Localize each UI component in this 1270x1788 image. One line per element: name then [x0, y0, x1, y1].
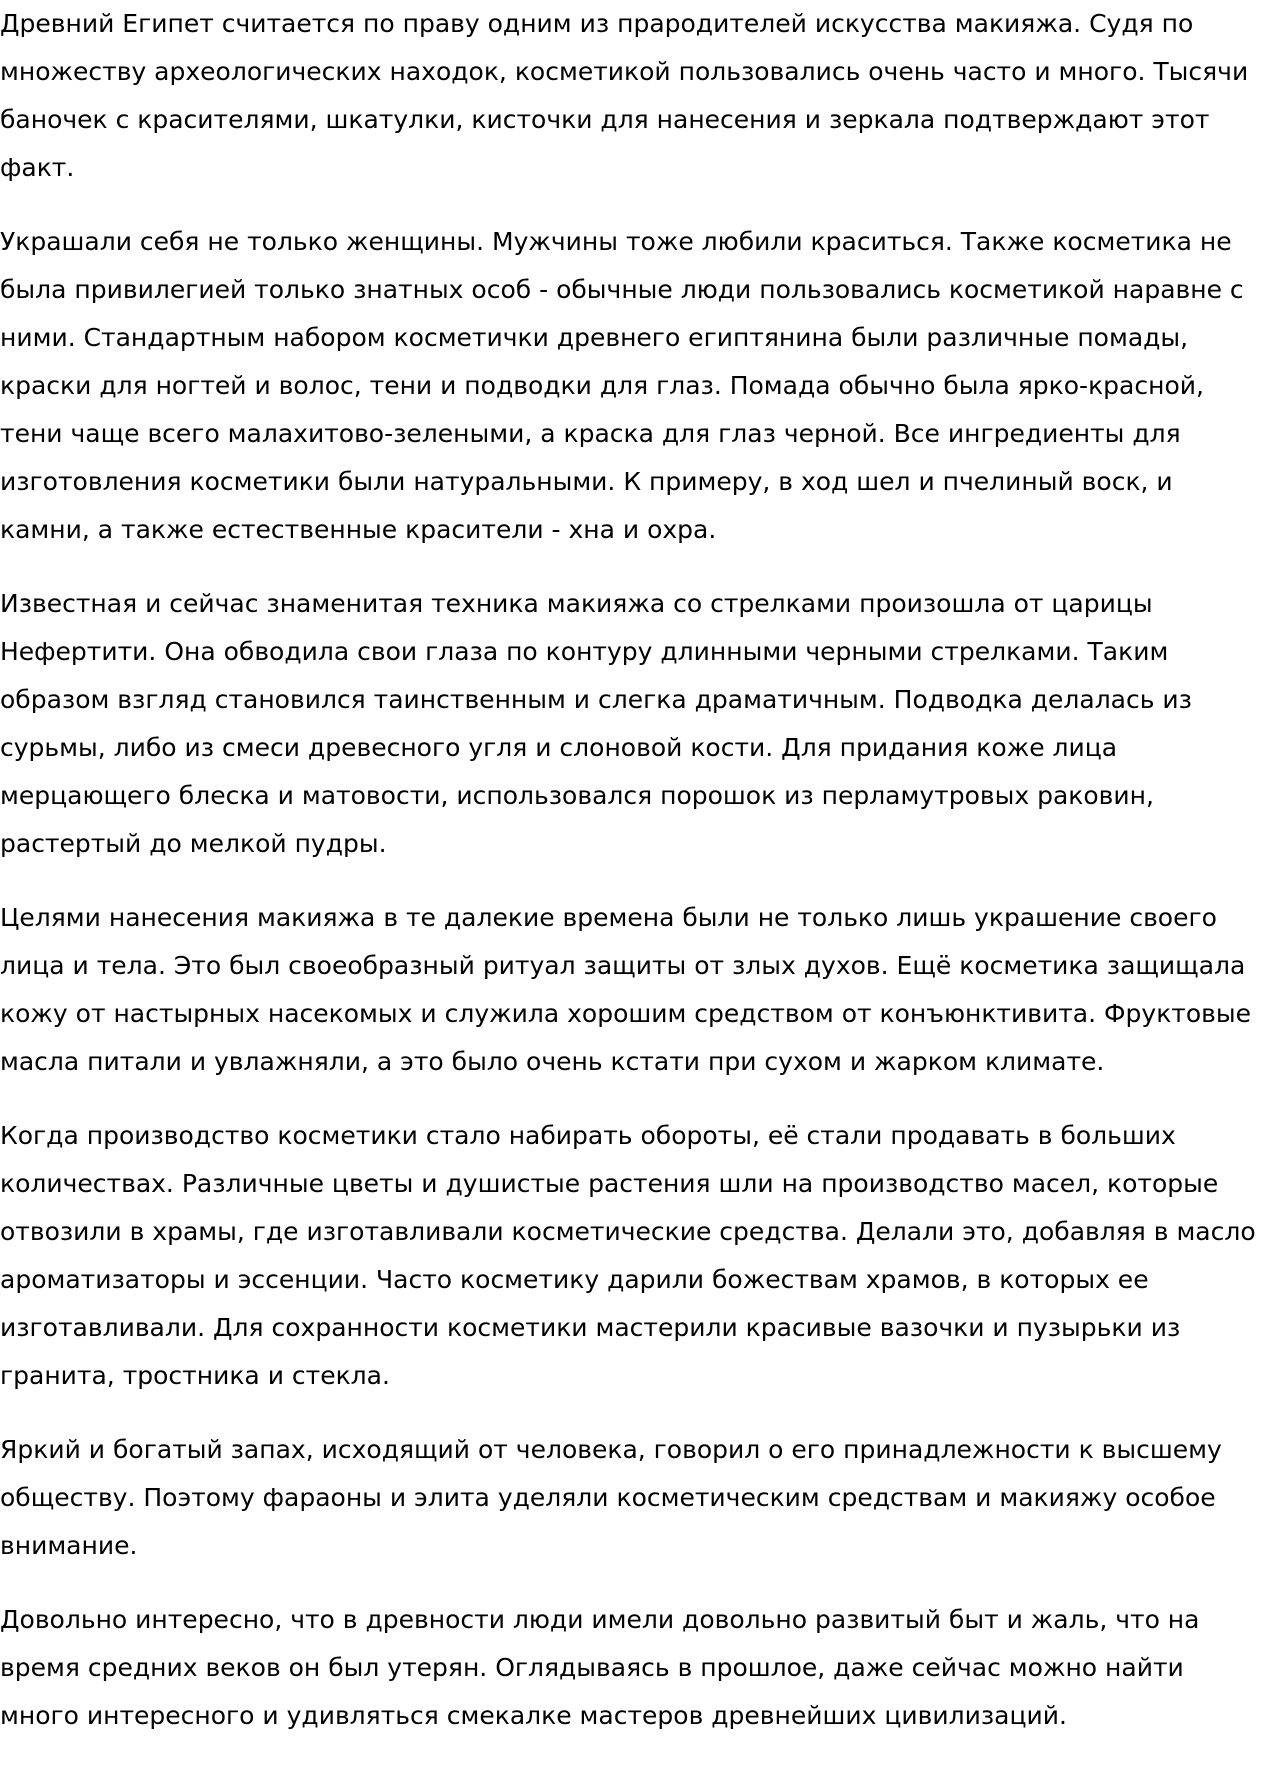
- paragraph-makeup-purposes: Целями нанесения макияжа в те далекие времена были не только лишь украшение своего лица и тела. Это был своеобразный ритуал защиты от злых духов. Ещё косметика защищала кожу от настырных насекомых и служила хорошим средством от конъюнктивита. Фруктовые масла питали и увлажняли, а это было очень кстати при сухом и жарком климате.: [0, 903, 1252, 1076]
- paragraph-cosmetics-production: Когда производство косметики стало набирать обороты, её стали продавать в больших количествах. Различные цветы и душистые растения шли на производство масел, которые отвозили в храмы, где изготавливали косметические средства. Делали это, добавляя в масло ароматизаторы и эссенции. Часто косметику дарили божествам храмов, в которых ее изготавливали. Для сохранности косметики мастерили красивые вазочки и пузырьки из гранита, тростника и стекла.: [0, 1121, 1256, 1390]
- paragraph-makeup-origins: Древний Египет считается по праву одним из прародителей искусства макияжа. Судя по множеству археологических находок, косметикой пользовались очень часто и много. Тысячи баночек с красителями, шкатулки, кисточки для нанесения и зеркала подтверждают этот факт.: [0, 9, 1249, 182]
- paragraph-scent-status: Яркий и богатый запах, исходящий от человека, говорил о его принадлежности к высшему обществу. Поэтому фараоны и элита уделяли косметическим средствам и макияжу особое внимание.: [0, 1435, 1222, 1560]
- paragraph-nefertiti-eyeliner: Известная и сейчас знаменитая техника макияжа со стрелками произошла от царицы Нефертити. Она обводила свои глаза по контуру длинными черными стрелками. Таким образом взгляд становился таинственным и слегка драматичным. Подводка делалась из сурьмы, либо из смеси древесного угля и слоновой кости. Для придания коже лица мерцающего блеска и матовости, использовался порошок из перламутровых раковин, растертый до мелкой пудры.: [0, 589, 1192, 858]
- paragraph-conclusion: Довольно интересно, что в древности люди имели довольно развитый быт и жаль, что на время средних веков он был утерян. Оглядываясь в прошлое, даже сейчас можно найти много интересного и удивляться смекалке мастеров древнейших цивилизаций.: [0, 1605, 1200, 1730]
- paragraph-cosmetics-users: Украшали себя не только женщины. Мужчины тоже любили краситься. Также косметика не была привилегией только знатных особ - обычные люди пользовались косметикой наравне с ними. Стандартным набором косметички древнего египтянина были различные помады, краски для ногтей и волос, тени и подводки для глаз. Помада обычно была ярко-красной, тени чаще всего малахитово-зелеными, а краска для глаз черной. Все ингредиенты для изготовления косметики были натуральными. К примеру, в ход шел и пчелиный воск, и камни, а также естественные красители - хна и охра.: [0, 227, 1244, 544]
